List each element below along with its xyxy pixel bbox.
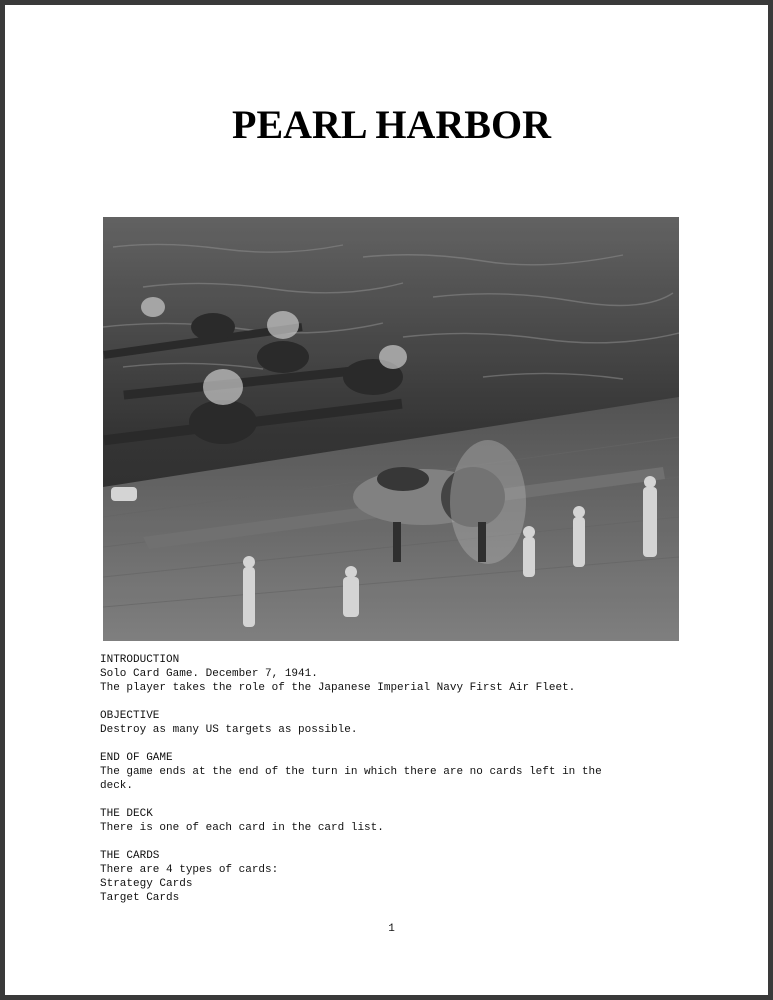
- section-line: The game ends at the end of the turn in which there are no cards left in the: [100, 766, 602, 778]
- rules-text: [100, 653, 690, 919]
- section-the-deck: [100, 807, 690, 835]
- section-line: Target Cards: [100, 892, 180, 904]
- section-the-cards: [100, 849, 690, 905]
- section-line: There are 4 types of cards:: [100, 864, 279, 876]
- page-title: PEARL HARBOR: [232, 102, 551, 147]
- page-number: 1: [388, 923, 395, 935]
- aircraft-carrier-deck-photo: [103, 217, 679, 641]
- section-end-of-game: [100, 751, 690, 793]
- section-line: Strategy Cards: [100, 878, 193, 890]
- section-heading: END OF GAME: [100, 752, 173, 764]
- section-heading: THE CARDS: [100, 850, 160, 862]
- section-heading: OBJECTIVE: [100, 710, 160, 722]
- section-line: There is one of each card in the card list.: [100, 822, 384, 834]
- section-introduction: [100, 653, 690, 695]
- section-line: Destroy as many US targets as possible.: [100, 724, 358, 736]
- section-line: Solo Card Game. December 7, 1941.: [100, 668, 318, 680]
- section-heading: THE DECK: [100, 808, 153, 820]
- section-heading: INTRODUCTION: [100, 654, 180, 666]
- section-line: The player takes the role of the Japanese Imperial Navy First Air Fleet.: [100, 682, 576, 694]
- section-line: deck.: [100, 780, 134, 792]
- section-objective: [100, 709, 690, 737]
